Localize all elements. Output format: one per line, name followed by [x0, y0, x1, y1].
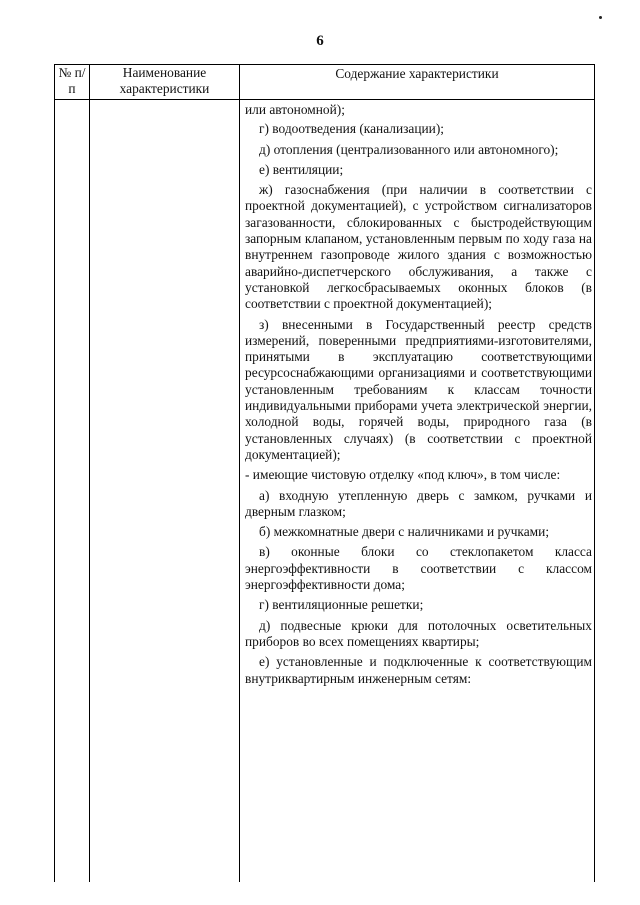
content-paragraph: е) установленные и подключенные к соответствующим внутриквартирным инженерным сетям: [245, 654, 592, 686]
content-paragraph: д) подвесные крюки для потолочных осветительных приборов во всех помещениях квартиры; [245, 617, 592, 649]
cell-name [90, 100, 240, 883]
content-paragraph: з) внесенными в Государственный реестр средств измерений, поверенными предприятиями-изготовителями, принятыми в эксплуатацию соответствующими ресурсоснабжающими организациями и соответствующими установленным требованиям к классам точности индивидуальными приборами учета электрической энергии, холодной воды, горячей воды, природного газа (в установленных случаях) (в соответствии с проектной документацией); [245, 316, 592, 462]
header-name: Наименование характеристики [90, 65, 240, 100]
content-paragraph: е) вентиляции; [259, 161, 344, 177]
content-paragraph: или автономной); [245, 102, 345, 117]
content-paragraph: ж) газоснабжения (при наличии в соответствии с проектной документацией), с устройством сигнализаторов загазованности, сблокированных с быстродействующим запорным клапаном, установленным первым по ходу газа на внутреннем газопроводе жилого здания с возможностью аварийно-диспетчерского обслуживания, а также с установкой легкосбрасываемых оконных блоков (в соответствии с проектной документацией); [245, 182, 592, 312]
table-header-row [55, 65, 595, 100]
page-number: 6 [316, 33, 324, 49]
header-number: № п/п [55, 65, 90, 100]
content-paragraph: б) межкомнатные двери с наличниками и ручками; [259, 524, 550, 540]
content-paragraph: а) входную утепленную дверь с замком, ручками и дверным глазком; [245, 487, 592, 519]
characteristics-table [54, 64, 595, 882]
scan-artifact-dot [599, 16, 602, 19]
content-paragraph: в) оконные блоки со стеклопакетом класса энергоэффективности в соответствии с классом энергоэффективности дома; [245, 544, 592, 593]
content-paragraph: г) вентиляционные решетки; [259, 597, 424, 613]
header-content: Содержание характеристики [240, 65, 595, 100]
cell-content [240, 100, 595, 883]
content-paragraph: г) водоотведения (канализации); [259, 121, 445, 137]
cell-number [55, 100, 90, 883]
table-row [55, 100, 595, 883]
content-paragraph: - имеющие чистовую отделку «под ключ», в том числе: [245, 467, 561, 483]
content-paragraph: д) отопления (централизованного или автономного); [259, 141, 559, 157]
